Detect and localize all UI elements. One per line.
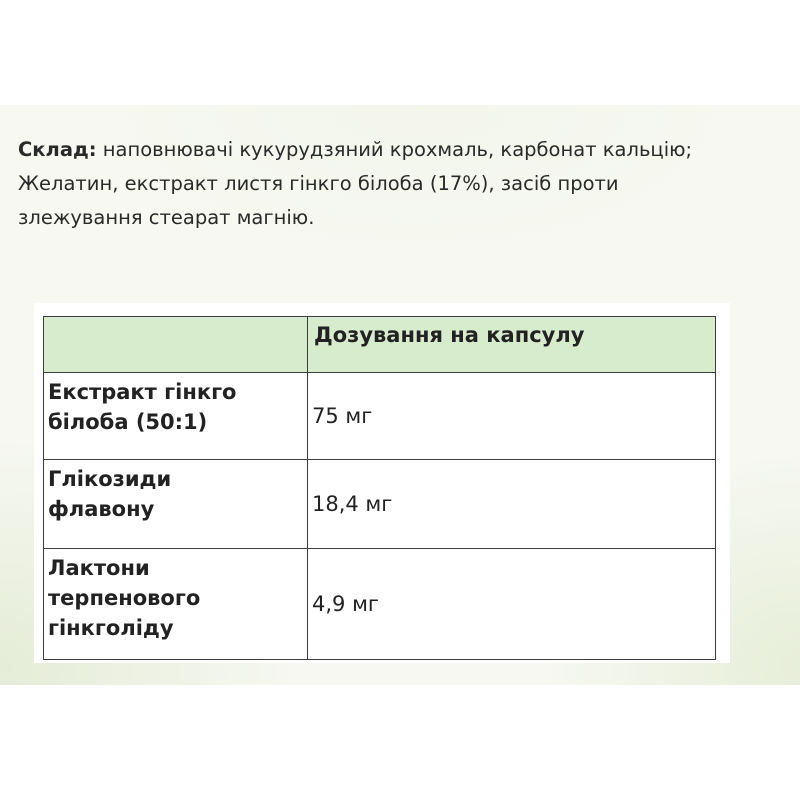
ingredient-name (44, 549, 308, 660)
dosage-panel (34, 303, 730, 663)
ingredient-dosage: 18,4 мг (308, 460, 716, 549)
ingredient-name-line: гінкголіду (48, 616, 174, 640)
composition-line-1-text: наповнювачі кукурудзяний крохмаль, карбонат кальцію; (96, 138, 693, 161)
dosage-table (43, 316, 716, 660)
header-cell-dosage: Дозування на капсулу (308, 317, 716, 373)
ingredient-name-line: Лактони (48, 556, 150, 580)
ingredient-name-line: Екстракт гінкго (48, 380, 237, 404)
composition-line-3: злежування стеарат магнію. (18, 206, 315, 229)
ingredient-name-line: білоба (50:1) (48, 410, 208, 434)
ingredient-name-line: Глікозиди (48, 467, 172, 491)
composition-text (18, 133, 788, 235)
ingredient-name-line: флавону (48, 497, 155, 521)
table-header-row (44, 317, 716, 373)
ingredient-name (44, 373, 308, 460)
ingredient-dosage: 75 мг (308, 373, 716, 460)
header-cell-ingredient (44, 317, 308, 373)
composition-line-2: Желатин, екстракт листя гінкго білоба (17%), засіб проти (18, 172, 619, 195)
table-row (44, 549, 716, 660)
ingredient-name (44, 460, 308, 549)
table-row (44, 460, 716, 549)
table-row (44, 373, 716, 460)
composition-line-1 (18, 133, 788, 167)
ingredient-name-line: терпенового (48, 586, 201, 610)
ingredient-dosage: 4,9 мг (308, 549, 716, 660)
composition-label: Склад: (18, 138, 97, 161)
